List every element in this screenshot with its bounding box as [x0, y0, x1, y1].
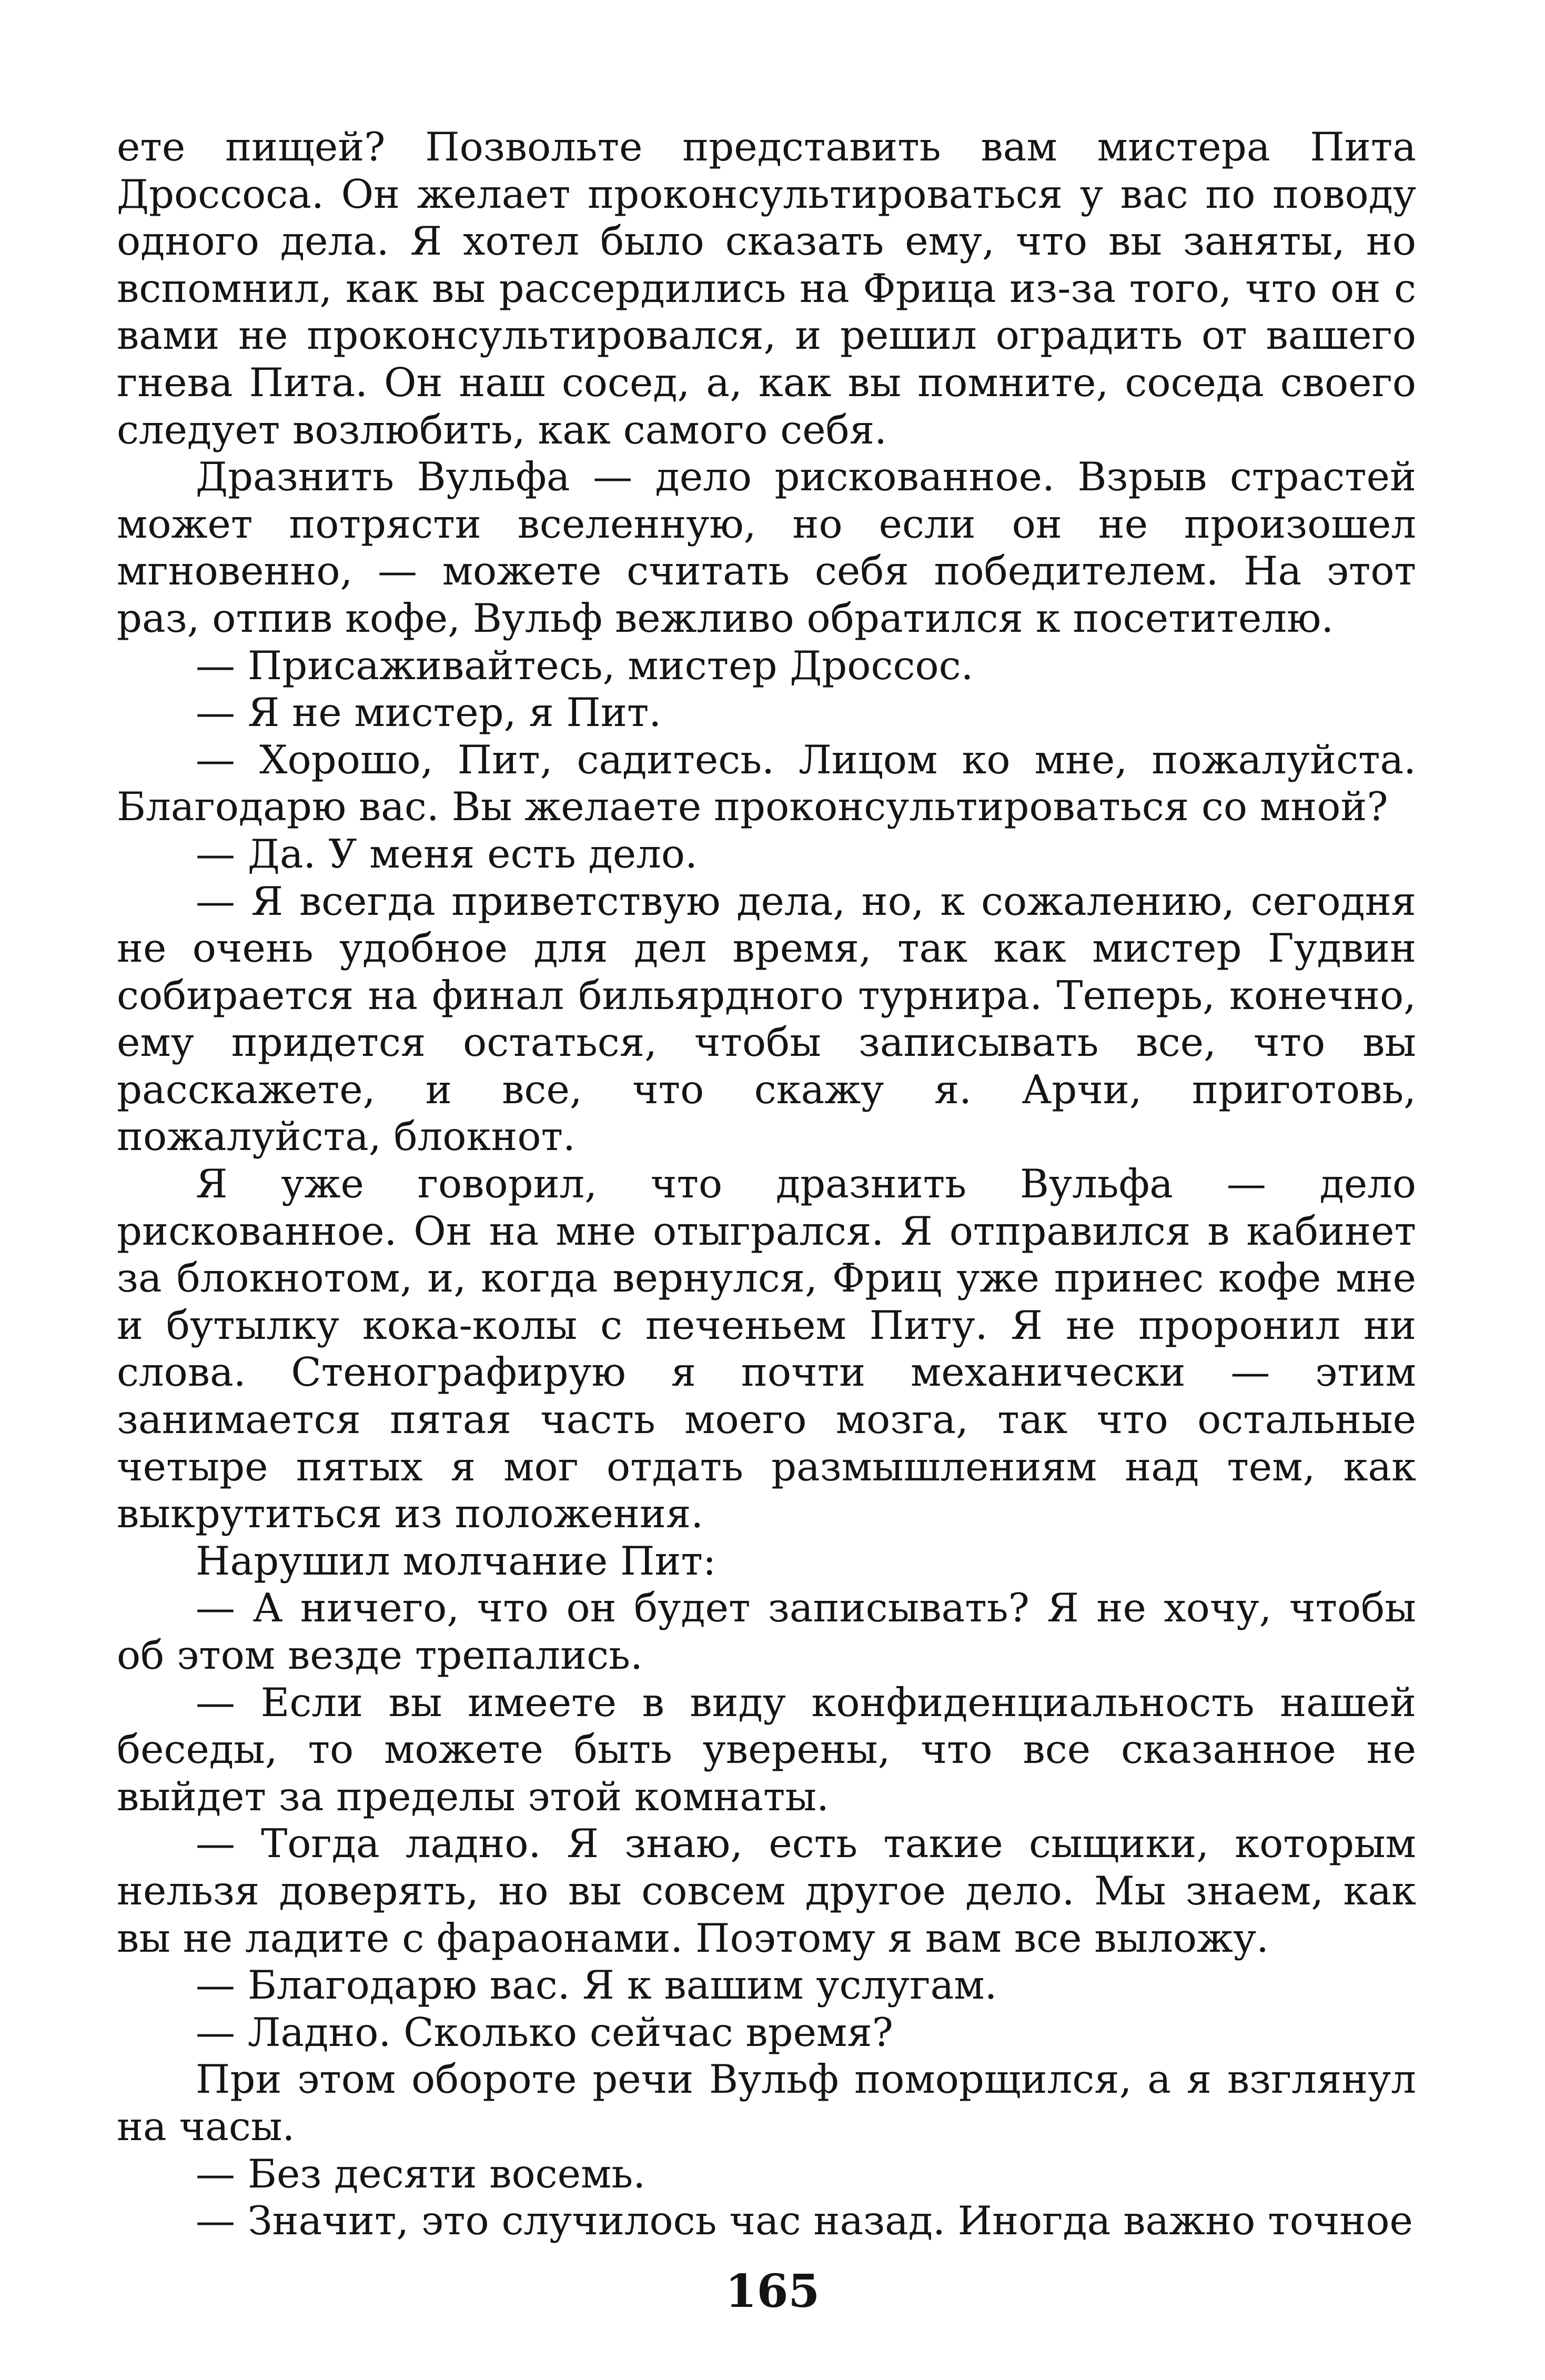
dialogue-line: — А ничего, что он будет записывать? Я не хочу, чтобы об этом везде трепались. [117, 1585, 1416, 1678]
dialogue-line: — Если вы имеете в виду конфиденциальность нашей беседы, то можете быть уверены, что все сказанное не выйдет за пределы этой комнаты. [117, 1679, 1416, 1820]
paragraph-continuation: ете пищей? Позвольте представить вам мистера Пита Дроссоса. Он желает проконсультироваться у вас по поводу одного дела. Я хотел было сказать ему, что вы заняты, но вспомнил, как вы рассердились на Фрица из-за того, что он с вами не проконсультировался, и решил оградить от вашего гнева Пита. Он наш сосед, а, как вы помните, соседа своего следует возлюбить, как самого себя. [117, 124, 1416, 453]
paragraph-narration: Дразнить Вульфа — дело рискованное. Взрыв страстей может потрясти вселенную, но если он не произошел мгновенно, — можете считать себя победителем. На этот раз, отпив кофе, Вульф вежливо обратился к посетителю. [117, 453, 1416, 641]
dialogue-line: — Благодарю вас. Я к вашим услугам. [196, 1962, 997, 2009]
paragraph-narration: При этом обороте речи Вульф поморщился, а я взглянул на часы. [117, 2056, 1416, 2150]
dialogue-line: — Без десяти восемь. [196, 2150, 646, 2197]
page-number: 165 [725, 2265, 820, 2318]
dialogue-line: — Ладно. Сколько сейчас время? [196, 2009, 893, 2055]
paragraph-narration: Я уже говорил, что дразнить Вульфа — дело рискованное. Он на мне отыгрался. Я отправился в кабинет за блокнотом, и, когда вернулся, Фриц уже принес кофе мне и бутылку кока-колы с печеньем Питу. Я не проронил ни слова. Стенографирую я почти механически — этим занимается пятая часть моего мозга, так что остальные четыре пятых я мог отдать размышлениям над тем, как выкрутиться из положения. [117, 1161, 1416, 1537]
book-page [117, 124, 1416, 2333]
dialogue-line: — Я всегда приветствую дела, но, к сожалению, сегодня не очень удобное для дел время, так как мистер Гудвин собирается на финал бильярдного турнира. Теперь, конечно, ему придется остаться, чтобы записывать все, что вы расскажете, и все, что скажу я. Арчи, приготовь, пожалуйста, блокнот. [117, 878, 1416, 1160]
dialogue-line: — Хорошо, Пит, садитесь. Лицом ко мне, пожалуйста. Благодарю вас. Вы желаете проконсультироваться со мной? [117, 736, 1416, 830]
paragraph-narration: Нарушил молчание Пит: [196, 1537, 716, 1584]
dialogue-line: — Присаживайтесь, мистер Дроссос. [196, 642, 974, 689]
dialogue-line: — Я не мистер, я Пит. [196, 689, 662, 736]
dialogue-line: — Значит, это случилось час назад. Иногда важно точное [196, 2197, 1413, 2244]
dialogue-line: — Тогда ладно. Я знаю, есть такие сыщики, которым нельзя доверять, но вы совсем другое дело. Мы знаем, как вы не ладите с фараонами. Поэтому я вам все выложу. [117, 1820, 1416, 1961]
dialogue-line: — Да. У меня есть дело. [196, 830, 698, 877]
